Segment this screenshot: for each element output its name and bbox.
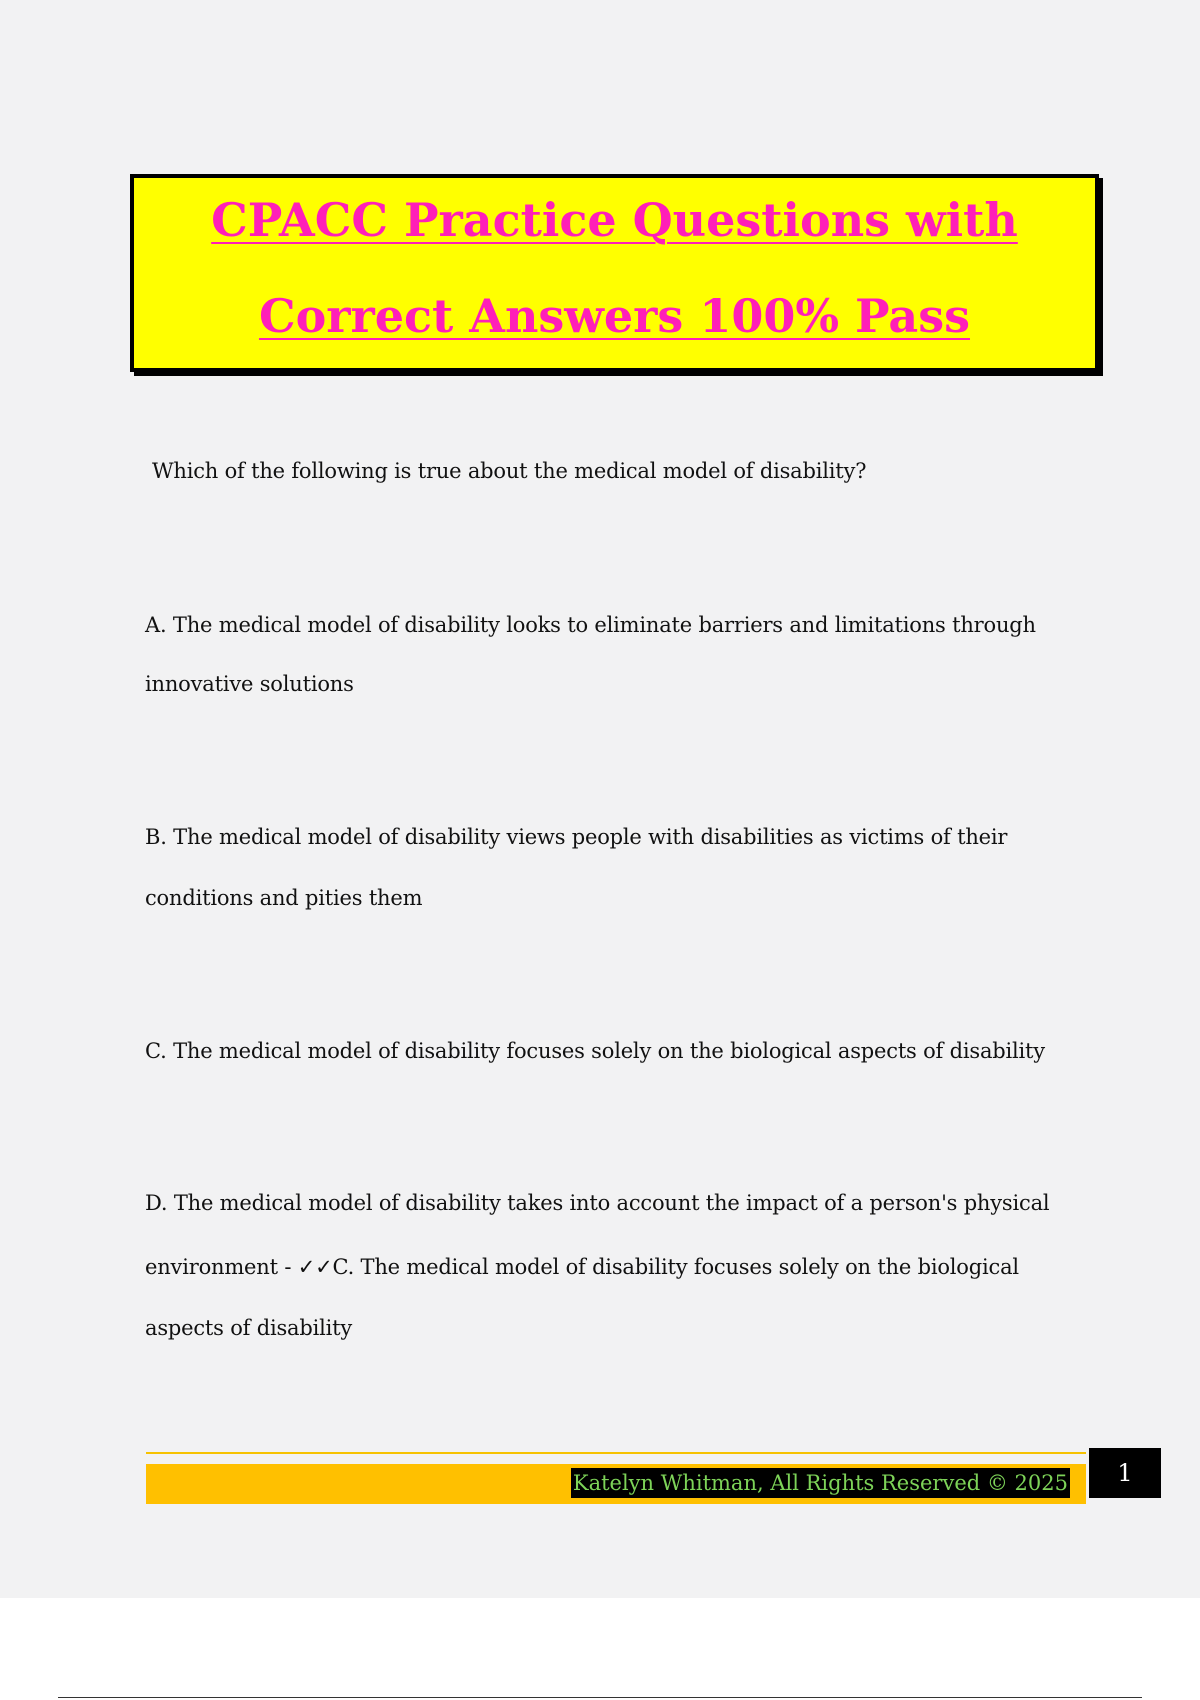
option-a-line-2: innovative solutions (145, 672, 354, 696)
option-d-line-2-answer: environment - ✓✓C. The medical model of disability focuses solely on the biological (145, 1255, 1019, 1279)
title-line-2: Correct Answers 100% Pass (258, 289, 971, 343)
option-a-line-1: A. The medical model of disability looks to eliminate barriers and limitations through (145, 613, 1036, 637)
option-b-line-1: B. The medical model of disability views people with disabilities as victims of their (145, 825, 1008, 849)
option-c-line-1: C. The medical model of disability focuses solely on the biological aspects of disability (145, 1039, 1045, 1063)
title-line-1: CPACC Practice Questions with (211, 193, 1018, 247)
option-d-line-1: D. The medical model of disability takes into account the impact of a person's physical (145, 1191, 1050, 1215)
page-number: 1 (1089, 1448, 1161, 1498)
option-d-line-3: aspects of disability (145, 1316, 353, 1340)
footer-bar (146, 1464, 1086, 1504)
option-b-line-2: conditions and pities them (145, 886, 423, 910)
question-text: Which of the following is true about the medical model of disability? (152, 459, 867, 483)
next-page-divider (58, 1697, 1142, 1698)
copyright-label: Katelyn Whitman, All Rights Reserved © 2025 (571, 1468, 1070, 1498)
title-box (130, 174, 1099, 372)
footer-rule (146, 1452, 1086, 1454)
